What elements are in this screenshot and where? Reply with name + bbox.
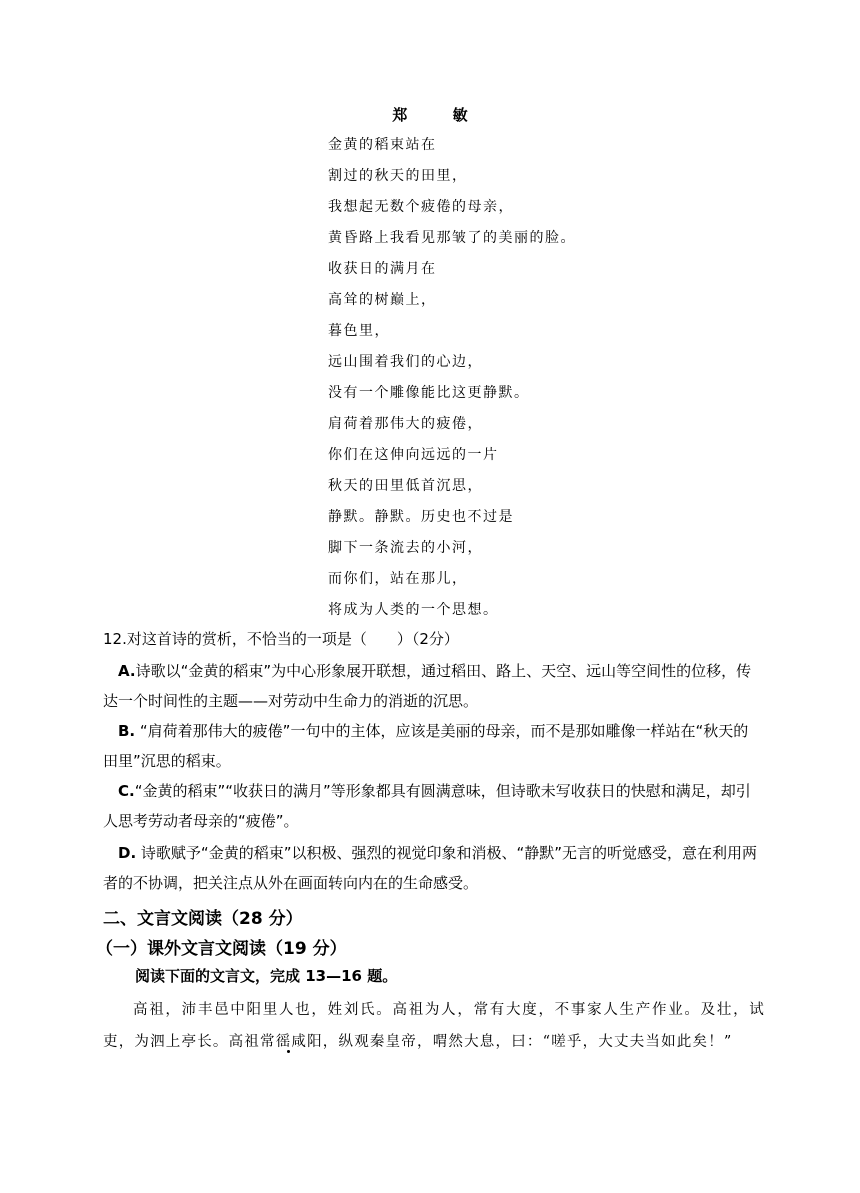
section-heading: 二、文言文阅读（28 分） [103, 909, 303, 929]
poem-line: 高耸的树巅上， [328, 292, 437, 308]
option-a-text: 诗歌以“金黄的稻束”为中心形象展开联想，通过稻田、路上、天空、远山等空间性的位移，传达一个时间性的主题——对劳动中生命力的消逝的沉思。 [103, 662, 752, 710]
option-d[interactable] [103, 838, 763, 898]
poem-line: 金黄的稻束站在 [328, 137, 437, 153]
option-b-label: B. [118, 722, 136, 740]
option-d-label: D. [118, 844, 137, 862]
option-c[interactable] [103, 776, 763, 836]
poem-body [328, 133, 576, 629]
poem-line: 而你们，站在那儿， [328, 571, 468, 587]
poem-line: 静默。静默。历史也不过是 [328, 509, 514, 525]
poem-line: 秋天的田里低首沉思， [328, 478, 483, 494]
option-c-label: C. [118, 782, 135, 800]
poem-line: 你们在这伸向远远的一片 [328, 447, 499, 463]
poem-line: 黄昏路上我看见那皱了的美丽的脸。 [328, 230, 576, 246]
reading-instruction: 阅读下面的文言文，完成 13—16 题。 [135, 967, 398, 985]
option-b[interactable] [103, 716, 763, 776]
poem-line: 我想起无数个疲倦的母亲， [328, 199, 514, 215]
poem-line: 收获日的满月在 [328, 261, 437, 277]
poem-line: 割过的秋天的田里， [328, 168, 468, 184]
option-b-text: “肩荷着那伟大的疲倦”一句中的主体，应该是美丽的母亲，而不是那如雕像一样站在“秋天的田里”沉思的稻束。 [103, 722, 749, 770]
poem-line: 将成为人类的一个思想。 [328, 602, 499, 618]
option-d-text: 诗歌赋予“金黄的稻束”以积极、强烈的视觉印象和消极、“静默”无言的听觉感受，意在利用两者的不协调，把关注点从外在画面转向内在的生命感受。 [103, 844, 758, 892]
option-a[interactable] [103, 656, 763, 716]
poem-line: 脚下一条流去的小河， [328, 540, 483, 556]
question-12-title: 12.对这首诗的赏析，不恰当的一项是（ ）（2分） [103, 630, 459, 648]
poem-line: 没有一个雕像能比这更静默。 [328, 385, 530, 401]
poem-line: 暮色里， [328, 323, 390, 339]
option-c-text: “金黄的稻束”“收获日的满月”等形象都具有圆满意味，但诗歌未写收获日的快慰和满足，却引人思考劳动者母亲的“疲倦”。 [103, 782, 751, 830]
sub-section-heading: （一）课外文言文阅读（19 分） [96, 939, 347, 959]
poem-line: 远山围着我们的心边， [328, 354, 483, 370]
option-a-label: A. [118, 662, 136, 680]
poem-line: 肩荷着那伟大的疲倦， [328, 416, 483, 432]
emphasis-dot [287, 1050, 290, 1053]
classical-passage: 高祖，沛丰邑中阳里人也，姓刘氏。高祖为人，常有大度，不事家人生产作业。及壮，试吏，为泗上亭长。高祖常徭咸阳，纵观秦皇帝，喟然大息，曰：“嗟乎，大丈夫当如此矣！” [103, 1002, 765, 1050]
poem-author: 郑 敏 [392, 106, 488, 124]
